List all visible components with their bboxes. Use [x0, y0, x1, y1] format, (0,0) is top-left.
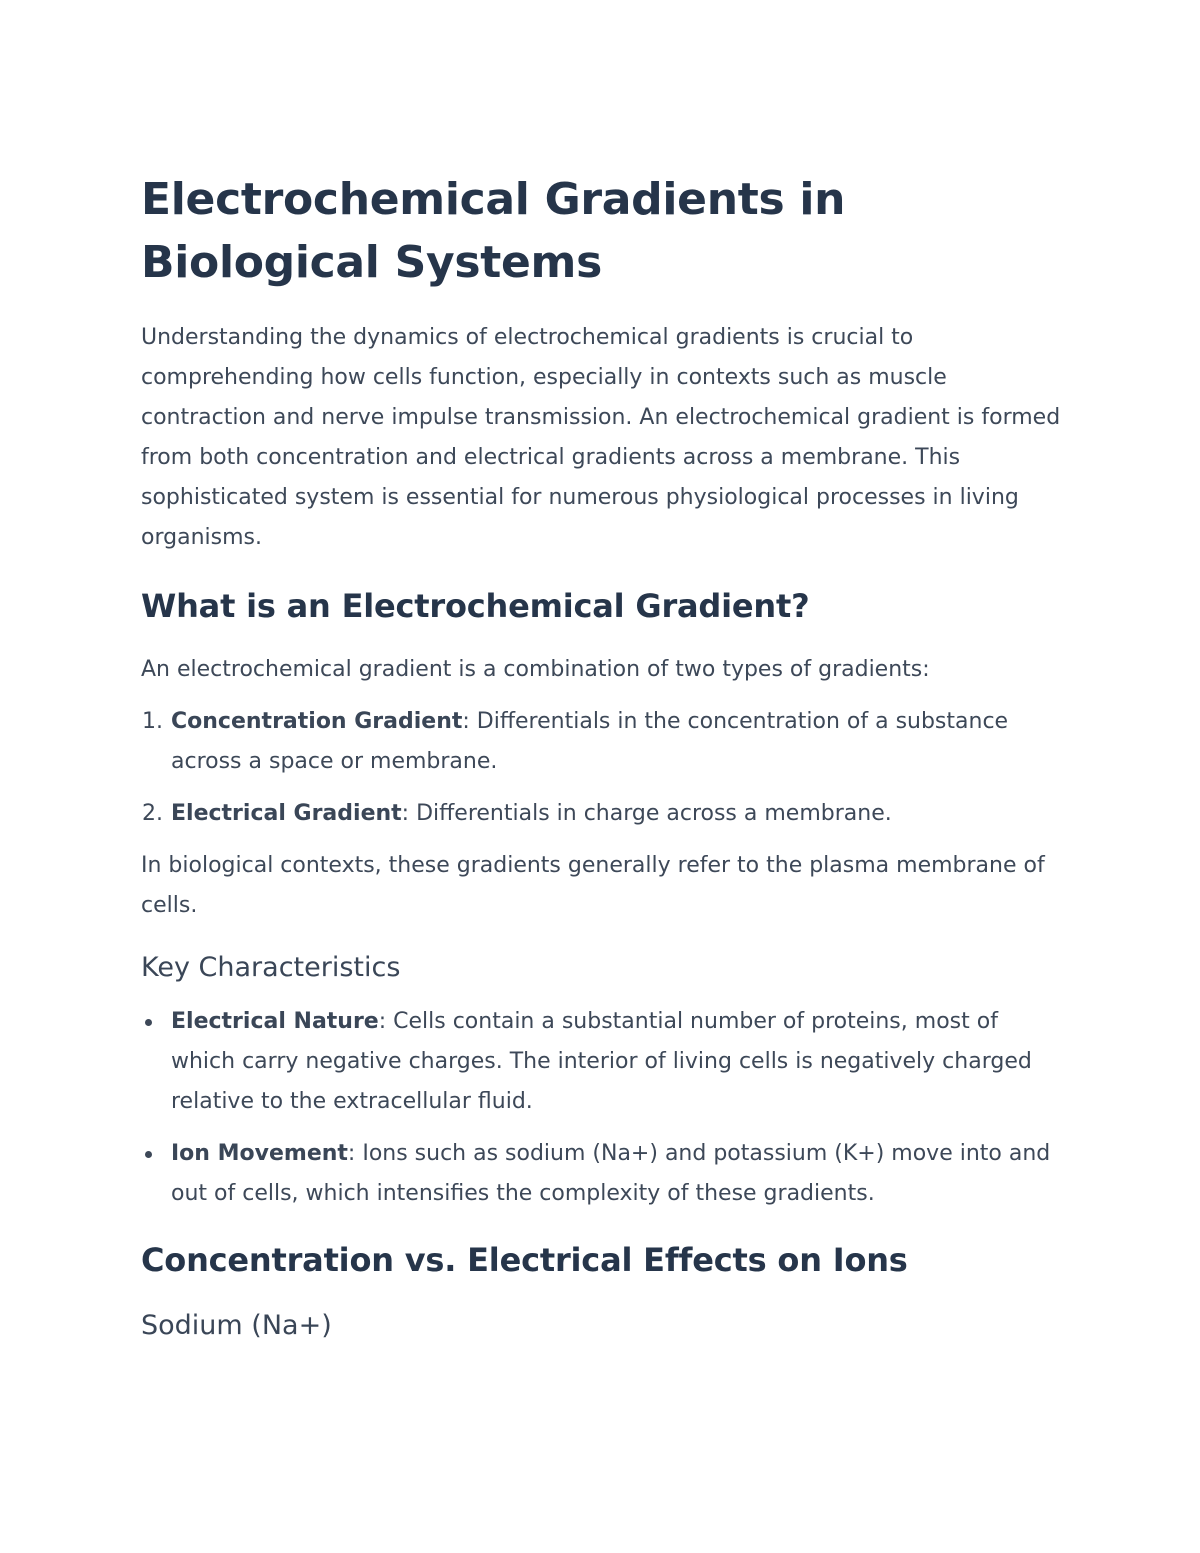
- document-title: Electrochemical Gradients in Biological Systems: [141, 174, 846, 288]
- intro-paragraph: Understanding the dynamics of electrochemical gradients is crucial to comprehending how cells function, especially in contexts such as muscle contraction and nerve impulse transmission. An electrochemical gradient is formed from both concentration and electrical gradients across a membrane. This sophisticated system is essential for numerous physiological processes in living organisms.: [141, 325, 1061, 550]
- list-item: [141, 794, 1066, 834]
- context-paragraph: In biological contexts, these gradients generally refer to the plasma membrane of cells.: [141, 853, 1045, 918]
- section-heading-concentration-vs-electrical: Concentration vs. Electrical Effects on Ions: [141, 1241, 908, 1279]
- list-item: [141, 1134, 1066, 1214]
- section-lead-paragraph: An electrochemical gradient is a combination of two types of gradients:: [141, 657, 930, 682]
- list-number: 1.: [142, 709, 163, 734]
- list-item-term: Ion Movement: [171, 1141, 348, 1166]
- key-characteristics-list: [141, 1002, 1066, 1214]
- list-item-text: : Cells contain a substantial number of proteins, most of which carry negative charges. The interior of living cells is negatively charged relative to the extracellular fluid.: [171, 1009, 1032, 1114]
- list-item-term: Electrical Nature: [171, 1009, 379, 1034]
- gradient-types-list: [141, 702, 1066, 834]
- list-item: [141, 1002, 1066, 1122]
- subsection-heading-key-characteristics: Key Characteristics: [141, 952, 401, 983]
- list-item-term: Concentration Gradient: [171, 709, 463, 734]
- list-item-term: Electrical Gradient: [171, 801, 402, 826]
- document-page: [141, 168, 1066, 1346]
- list-item-text: : Ions such as sodium (Na+) and potassium (K+) move into and out of cells, which intensifies the complexity of these gradients.: [171, 1141, 1051, 1206]
- bullet-icon: [145, 1151, 152, 1158]
- list-item: [141, 702, 1066, 782]
- bullet-icon: [145, 1019, 152, 1026]
- section-heading-what-is: What is an Electrochemical Gradient?: [141, 587, 810, 625]
- list-item-text: : Differentials in charge across a membrane.: [401, 801, 892, 826]
- subsection-heading-sodium: Sodium (Na+): [141, 1310, 332, 1341]
- list-item-text: : Differentials in the concentration of a substance across a space or membrane.: [171, 709, 1009, 774]
- list-number: 2.: [142, 801, 163, 826]
